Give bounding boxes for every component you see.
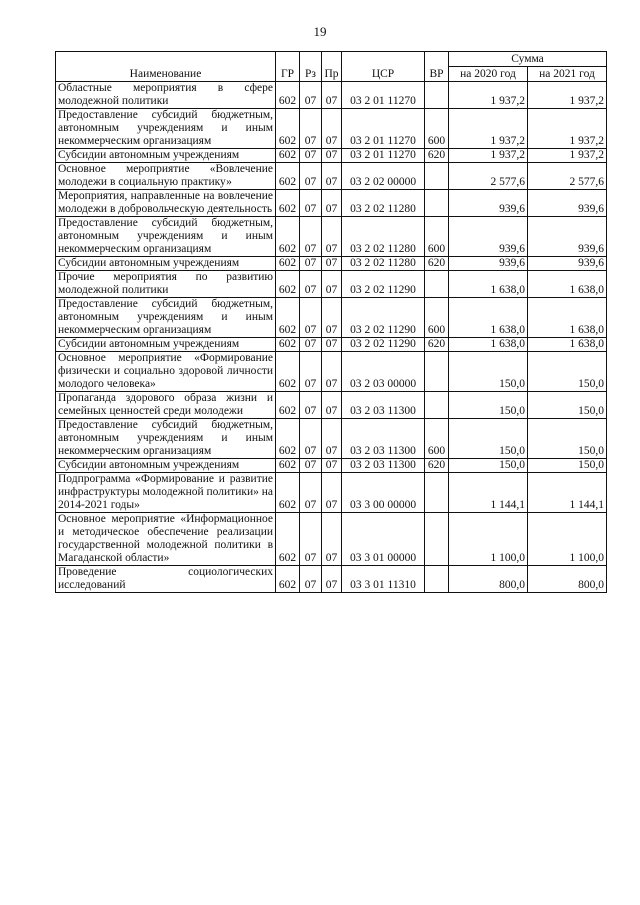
header-name: Наименование [56,52,276,82]
cell-gr: 602 [276,109,300,149]
cell-csr: 03 2 02 00000 [342,163,425,190]
cell-pr: 07 [322,566,342,593]
cell-sum-2021: 150,0 [528,419,607,459]
table-row [56,338,607,352]
cell-name: Областные мероприятия в сфере молодежной политики [56,82,276,109]
cell-rz: 07 [300,271,322,298]
cell-name: Предоставление субсидий бюджетным, автономным учреждениям и иным некоммерческим организациям [56,419,276,459]
cell-rz: 07 [300,217,322,257]
cell-sum-2021: 1 638,0 [528,338,607,352]
cell-sum-2020: 939,6 [449,217,528,257]
table-row [56,298,607,338]
table-row [56,419,607,459]
table-header [56,52,607,82]
cell-pr: 07 [322,82,342,109]
cell-gr: 602 [276,459,300,473]
cell-sum-2020: 800,0 [449,566,528,593]
cell-csr: 03 2 02 11290 [342,298,425,338]
cell-sum-2020: 1 144,1 [449,473,528,513]
cell-sum-2020: 1 937,2 [449,109,528,149]
cell-csr: 03 3 01 11310 [342,566,425,593]
cell-rz: 07 [300,352,322,392]
cell-pr: 07 [322,473,342,513]
cell-sum-2020: 939,6 [449,257,528,271]
cell-sum-2020: 150,0 [449,392,528,419]
cell-rz: 07 [300,149,322,163]
cell-rz: 07 [300,566,322,593]
cell-sum-2020: 150,0 [449,419,528,459]
table-row [56,392,607,419]
cell-name: Предоставление субсидий бюджетным, автономным учреждениям и иным некоммерческим организациям [56,298,276,338]
cell-rz: 07 [300,257,322,271]
cell-vr [425,566,449,593]
table-row [56,163,607,190]
table-row [56,149,607,163]
cell-gr: 602 [276,566,300,593]
cell-rz: 07 [300,298,322,338]
cell-name: Подпрограмма «Формирование и развитие инфраструктуры молодежной политики» на 2014-2021 годы» [56,473,276,513]
cell-csr: 03 2 02 11280 [342,257,425,271]
cell-pr: 07 [322,149,342,163]
cell-sum-2021: 1 144,1 [528,473,607,513]
cell-rz: 07 [300,459,322,473]
cell-sum-2021: 2 577,6 [528,163,607,190]
cell-vr: 620 [425,338,449,352]
cell-csr: 03 2 02 11290 [342,271,425,298]
table-row [56,473,607,513]
cell-gr: 602 [276,473,300,513]
cell-gr: 602 [276,271,300,298]
cell-rz: 07 [300,190,322,217]
cell-sum-2021: 1 100,0 [528,513,607,566]
cell-pr: 07 [322,352,342,392]
cell-sum-2021: 150,0 [528,459,607,473]
cell-pr: 07 [322,190,342,217]
cell-gr: 602 [276,513,300,566]
cell-vr: 620 [425,257,449,271]
cell-sum-2020: 1 100,0 [449,513,528,566]
cell-vr [425,82,449,109]
table-row [56,82,607,109]
cell-vr: 600 [425,419,449,459]
cell-vr: 600 [425,217,449,257]
table-row [56,459,607,473]
cell-csr: 03 2 01 11270 [342,82,425,109]
cell-vr [425,473,449,513]
budget-table [55,51,607,593]
cell-csr: 03 2 03 11300 [342,392,425,419]
cell-sum-2021: 1 937,2 [528,109,607,149]
cell-gr: 602 [276,392,300,419]
cell-gr: 602 [276,82,300,109]
cell-pr: 07 [322,513,342,566]
cell-name: Прочие мероприятия по развитию молодежной политики [56,271,276,298]
cell-gr: 602 [276,298,300,338]
cell-sum-2021: 1 937,2 [528,82,607,109]
cell-pr: 07 [322,257,342,271]
cell-sum-2021: 1 937,2 [528,149,607,163]
cell-name: Проведение социологических исследований [56,566,276,593]
table-row [56,190,607,217]
header-2021: на 2021 год [528,67,607,82]
cell-pr: 07 [322,298,342,338]
cell-name: Предоставление субсидий бюджетным, автономным учреждениям и иным некоммерческим организациям [56,109,276,149]
cell-csr: 03 2 02 11280 [342,217,425,257]
cell-name: Субсидии автономным учреждениям [56,338,276,352]
cell-csr: 03 3 01 00000 [342,513,425,566]
header-2020: на 2020 год [449,67,528,82]
table-row [56,513,607,566]
cell-name: Субсидии автономным учреждениям [56,257,276,271]
cell-sum-2021: 939,6 [528,217,607,257]
cell-name: Мероприятия, направленные на вовлечение молодежи в добровольческую деятельность [56,190,276,217]
table-body [56,82,607,593]
cell-sum-2021: 939,6 [528,257,607,271]
cell-pr: 07 [322,271,342,298]
cell-csr: 03 2 02 11280 [342,190,425,217]
cell-sum-2020: 1 638,0 [449,298,528,338]
cell-sum-2020: 150,0 [449,352,528,392]
cell-rz: 07 [300,392,322,419]
cell-csr: 03 2 02 11290 [342,338,425,352]
cell-rz: 07 [300,82,322,109]
cell-csr: 03 2 01 11270 [342,149,425,163]
cell-pr: 07 [322,338,342,352]
cell-rz: 07 [300,419,322,459]
cell-rz: 07 [300,163,322,190]
cell-pr: 07 [322,163,342,190]
cell-vr [425,163,449,190]
cell-gr: 602 [276,419,300,459]
cell-sum-2021: 800,0 [528,566,607,593]
table-row [56,271,607,298]
cell-sum-2020: 2 577,6 [449,163,528,190]
table-row [56,217,607,257]
table-row [56,109,607,149]
cell-pr: 07 [322,459,342,473]
header-gr: ГР [276,52,300,82]
cell-sum-2021: 150,0 [528,392,607,419]
header-vr: ВР [425,52,449,82]
cell-sum-2020: 1 937,2 [449,149,528,163]
table-row [56,566,607,593]
header-sum: Сумма [449,52,607,67]
cell-rz: 07 [300,513,322,566]
cell-sum-2021: 1 638,0 [528,271,607,298]
cell-vr: 620 [425,149,449,163]
cell-name: Пропаганда здорового образа жизни и семейных ценностей среди молодежи [56,392,276,419]
cell-rz: 07 [300,338,322,352]
cell-gr: 602 [276,352,300,392]
cell-name: Субсидии автономным учреждениям [56,459,276,473]
cell-pr: 07 [322,217,342,257]
table-row [56,352,607,392]
cell-sum-2020: 1 638,0 [449,271,528,298]
cell-sum-2020: 150,0 [449,459,528,473]
cell-sum-2020: 1 638,0 [449,338,528,352]
cell-vr [425,271,449,298]
cell-rz: 07 [300,109,322,149]
cell-name: Предоставление субсидий бюджетным, автономным учреждениям и иным некоммерческим организациям [56,217,276,257]
cell-gr: 602 [276,163,300,190]
cell-sum-2020: 1 937,2 [449,82,528,109]
cell-sum-2021: 1 638,0 [528,298,607,338]
cell-vr: 600 [425,298,449,338]
header-csr: ЦСР [342,52,425,82]
cell-name: Основное мероприятие «Формирование физически и социально здоровой личности молодого человека» [56,352,276,392]
cell-gr: 602 [276,338,300,352]
cell-name: Субсидии автономным учреждениям [56,149,276,163]
cell-rz: 07 [300,473,322,513]
cell-pr: 07 [322,419,342,459]
header-pr: Пр [322,52,342,82]
cell-vr: 600 [425,109,449,149]
cell-name: Основное мероприятие «Информационное и методическое обеспечение реализации государственной молодежной политики в Магаданской области» [56,513,276,566]
header-rz: Рз [300,52,322,82]
cell-csr: 03 2 03 11300 [342,419,425,459]
cell-vr: 620 [425,459,449,473]
cell-sum-2021: 150,0 [528,352,607,392]
cell-csr: 03 3 00 00000 [342,473,425,513]
table-row [56,257,607,271]
cell-csr: 03 2 03 00000 [342,352,425,392]
cell-vr [425,392,449,419]
cell-gr: 602 [276,257,300,271]
cell-gr: 602 [276,190,300,217]
cell-gr: 602 [276,217,300,257]
cell-pr: 07 [322,109,342,149]
cell-csr: 03 2 03 11300 [342,459,425,473]
cell-vr [425,190,449,217]
cell-name: Основное мероприятие «Вовлечение молодежи в социальную практику» [56,163,276,190]
cell-vr [425,352,449,392]
cell-csr: 03 2 01 11270 [342,109,425,149]
cell-sum-2020: 939,6 [449,190,528,217]
cell-vr [425,513,449,566]
cell-gr: 602 [276,149,300,163]
cell-sum-2021: 939,6 [528,190,607,217]
cell-pr: 07 [322,392,342,419]
page-number: 19 [313,24,327,39]
